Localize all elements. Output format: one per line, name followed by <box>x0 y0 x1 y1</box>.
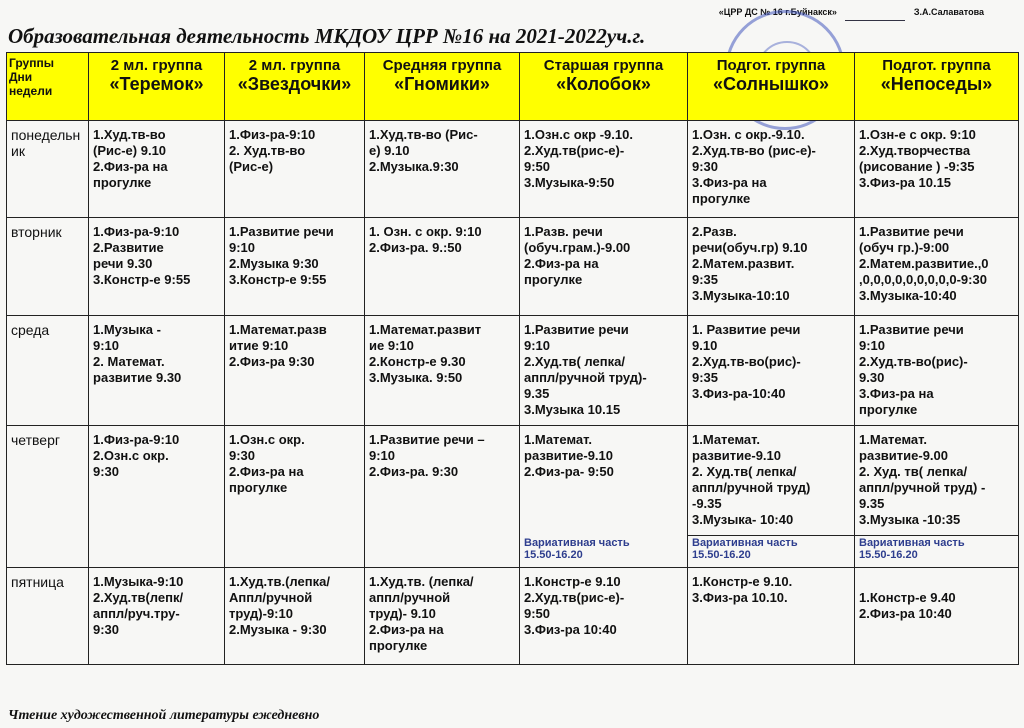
cell-line: 9.35 <box>524 386 550 401</box>
cell-line: 2.Физ-ра на <box>524 256 599 271</box>
cell-line: 2.Худ.тв-во (рис-е)- <box>692 143 816 158</box>
cell-line: 2.Музыка.9:30 <box>369 159 459 174</box>
cell-line: 1.Математ.разв <box>229 322 327 337</box>
cell-line: 9:35 <box>692 272 719 287</box>
cell-line: 3.Музыка-10:40 <box>859 288 957 303</box>
table-row <box>7 218 1019 316</box>
approver-name: З.А.Салаватова <box>913 6 984 17</box>
cell-line: 2.Худ.тв(лепк/ <box>93 590 184 605</box>
cell-line: 2.Матем.развитие.,0 <box>859 256 989 271</box>
group-header: Подгот. группа «Непоседы» <box>855 53 1019 121</box>
cell-line: 9:50 <box>524 606 551 621</box>
schedule-cell <box>225 121 365 218</box>
day-label: понедельник <box>7 121 89 218</box>
cell-line: (Рис-е) 9.10 <box>93 143 167 158</box>
cell-line: 1. Развитие речи <box>692 322 801 337</box>
cell-line: 3.Музыка-9:50 <box>524 175 615 190</box>
cell-line: 1.Математ. <box>692 432 760 447</box>
cell-line: 2.Физ-ра. 9.:50 <box>369 240 462 255</box>
cell-line: 2. Худ.тв( лепка/ <box>692 464 797 479</box>
cell-line: труд)-9:10 <box>229 606 293 621</box>
cell-line: 1.Разв. речи <box>524 224 603 239</box>
cell-line: 2.Физ-ра 10:40 <box>859 606 952 621</box>
cell-line: 3.Музыка- 10:40 <box>692 512 794 527</box>
cell-line: 9.35 <box>859 496 885 511</box>
cell-line: 9:30 <box>93 622 120 637</box>
cell-line: 1.Музыка-9:10 <box>93 574 184 589</box>
schedule-cell <box>89 218 225 316</box>
schedule-cell <box>225 316 365 426</box>
schedule-cell <box>520 316 688 426</box>
cell-line: -9.35 <box>692 496 722 511</box>
cell-line: развитие-9.00 <box>859 448 948 463</box>
cell-line: (рисование ) -9:35 <box>859 159 975 174</box>
cell-line: 2.Матем.развит. <box>692 256 795 271</box>
cell-line: 1.Худ.тв-во (Рис- <box>369 127 478 142</box>
table-row <box>7 316 1019 426</box>
cell-line: 2.Разв. <box>692 224 737 239</box>
schedule-cell <box>89 316 225 426</box>
schedule-cell <box>365 568 520 665</box>
cell-line: 1.Развитие речи – <box>369 432 485 447</box>
schedule-cell <box>520 218 688 316</box>
schedule-cell <box>365 426 520 568</box>
cell-line: (Рис-е) <box>229 159 274 174</box>
day-label: вторник <box>7 218 89 316</box>
header-row <box>7 53 1019 121</box>
schedule-cell <box>89 568 225 665</box>
cell-line: 2.Худ.тв(рис-е)- <box>524 590 625 605</box>
table-row <box>7 426 1019 536</box>
group-header: Подгот. группа «Солнышко» <box>688 53 855 121</box>
cell-line: 1.Озн-е с окр. 9:10 <box>859 127 976 142</box>
cell-line: 3.Музыка. 9:50 <box>369 370 463 385</box>
cell-line: 2.Худ.тв-во(рис)- <box>859 354 968 369</box>
schedule-cell <box>520 426 688 536</box>
cell-line: 3.Физ-ра 10:40 <box>524 622 617 637</box>
cell-line: развитие 9.30 <box>93 370 182 385</box>
schedule-cell <box>365 316 520 426</box>
variative-note: Вариативная часть 15.50-16.20 <box>855 536 1019 568</box>
cell-line: прогулке <box>93 175 152 190</box>
cell-line: речи(обуч.гр) 9.10 <box>692 240 808 255</box>
cell-line: 9:10 <box>859 338 886 353</box>
cell-line: 3.Музыка 10.15 <box>524 402 621 417</box>
schedule-cell <box>855 568 1019 665</box>
group-header: Средняя группа «Гномики» <box>365 53 520 121</box>
corner-header: Группы Дни недели <box>7 53 89 121</box>
day-label: пятница <box>7 568 89 665</box>
footer-note: Чтение художественной литературы ежедневно <box>8 708 320 723</box>
cell-line: прогулке <box>524 272 583 287</box>
cell-line: 2.Физ-ра- 9:50 <box>524 464 614 479</box>
variative-note: Вариативная часть 15.50-16.20 <box>688 536 855 568</box>
page-title: Образовательная деятельность МКДОУ ЦРР №16 на 2021-2022уч.г. <box>8 24 646 48</box>
day-label: среда <box>7 316 89 426</box>
cell-line: 1.Математ. <box>524 432 592 447</box>
cell-line: 3.Физ-ра на <box>859 386 934 401</box>
schedule-cell <box>225 426 365 568</box>
schedule-cell <box>688 426 855 536</box>
cell-line: 3.Констр-е 9:55 <box>93 272 191 287</box>
cell-line: прогулке <box>229 480 288 495</box>
cell-line: 1.Худ.тв-во <box>93 127 166 142</box>
schedule-cell <box>688 568 855 665</box>
cell-line: 2.Музыка - 9:30 <box>229 622 327 637</box>
cell-line: 1.Математ.развит <box>369 322 482 337</box>
cell-line: 3.Физ-ра 10.15 <box>859 175 952 190</box>
day-label: четверг <box>7 426 89 568</box>
cell-line: 3.Физ-ра-10:40 <box>692 386 786 401</box>
cell-line: 2.Музыка 9:30 <box>229 256 319 271</box>
cell-line <box>859 574 1014 590</box>
cell-line: 2. Худ.тв-во <box>229 143 306 158</box>
cell-line: 9.30 <box>859 370 885 385</box>
cell-line: 9:30 <box>93 464 120 479</box>
cell-line: 1.Худ.тв. (лепка/ <box>369 574 474 589</box>
cell-line: 1.Математ. <box>859 432 927 447</box>
cell-line: 2.Физ-ра. 9:30 <box>369 464 459 479</box>
cell-line: 9:50 <box>524 159 551 174</box>
cell-line: аппл/ручной труд)- <box>524 370 647 385</box>
cell-line: 2.Озн.с окр. <box>93 448 169 463</box>
schedule-cell <box>365 121 520 218</box>
cell-line: 3.Физ-ра 10.10. <box>692 590 788 605</box>
cell-line: 2.Худ.тв(рис-е)- <box>524 143 625 158</box>
cell-line: 1.Физ-ра-9:10 <box>93 224 180 239</box>
cell-line: 9:35 <box>692 370 719 385</box>
signature <box>845 4 905 21</box>
cell-line: Аппл/ручной <box>229 590 313 605</box>
cell-line: прогулке <box>692 191 751 206</box>
cell-line: 9:10 <box>93 338 120 353</box>
cell-line: 1.Худ.тв.(лепка/ <box>229 574 330 589</box>
cell-line: речи 9.30 <box>93 256 153 271</box>
cell-line: 9:10 <box>369 448 396 463</box>
variative-note: Вариативная часть 15.50-16.20 <box>520 536 688 568</box>
cell-line: 1. Озн. с окр. 9:10 <box>369 224 482 239</box>
cell-line: 1.Музыка - <box>93 322 161 337</box>
cell-line: 2.Физ-ра на <box>229 464 304 479</box>
cell-line: труд)- 9.10 <box>369 606 436 621</box>
schedule-cell <box>688 218 855 316</box>
cell-line: ,0,0,0,0,0,0,0,0,0-9:30 <box>859 272 987 287</box>
group-header: 2 мл. группа «Звездочки» <box>225 53 365 121</box>
cell-line: аппл/ручной труд) <box>692 480 811 495</box>
schedule-cell <box>855 316 1019 426</box>
cell-line: ие 9:10 <box>369 338 414 353</box>
cell-line: 3.Музыка -10:35 <box>859 512 961 527</box>
table-row <box>7 568 1019 665</box>
cell-line: прогулке <box>859 402 918 417</box>
schedule-cell <box>225 218 365 316</box>
schedule-cell <box>520 568 688 665</box>
cell-line: 2.Худ.тв( лепка/ <box>524 354 625 369</box>
cell-line: 1.Развитие речи <box>859 224 964 239</box>
cell-line: 2.Худ.творчества <box>859 143 971 158</box>
cell-line: аппл/ручной <box>369 590 451 605</box>
cell-line: 1.Развитие речи <box>859 322 964 337</box>
cell-line: (обуч гр.)-9:00 <box>859 240 950 255</box>
cell-line: 1.Физ-ра-9:10 <box>229 127 316 142</box>
cell-line: 9.10 <box>692 338 718 353</box>
cell-line: прогулке <box>369 638 428 653</box>
schedule-cell <box>688 121 855 218</box>
schedule-cell <box>520 121 688 218</box>
cell-line: аппл/ручной труд) - <box>859 480 986 495</box>
cell-line: 9:30 <box>692 159 719 174</box>
cell-line: 2.Худ.тв-во(рис)- <box>692 354 801 369</box>
cell-line: развитие-9.10 <box>524 448 613 463</box>
cell-line: 1.Развитие речи <box>524 322 629 337</box>
cell-line: 3.Физ-ра на <box>692 175 767 190</box>
cell-line: 1.Озн.с окр. <box>229 432 305 447</box>
cell-line: 1.Развитие речи <box>229 224 334 239</box>
schedule-cell <box>89 426 225 568</box>
cell-line: 2. Худ. тв( лепка/ <box>859 464 968 479</box>
cell-line: итие 9:10 <box>229 338 289 353</box>
cell-line: 2.Физ-ра 9:30 <box>229 354 315 369</box>
schedule-cell <box>365 218 520 316</box>
cell-line: 1.Констр-е 9.10. <box>692 574 793 589</box>
cell-line: 2.Констр-е 9.30 <box>369 354 466 369</box>
group-header: Старшая группа «Колобок» <box>520 53 688 121</box>
schedule-cell <box>225 568 365 665</box>
cell-line: 9:10 <box>229 240 256 255</box>
schedule-cell <box>89 121 225 218</box>
cell-line: 3.Музыка-10:10 <box>692 288 790 303</box>
cell-line: 9:10 <box>524 338 551 353</box>
cell-line: аппл/руч.тру- <box>93 606 180 621</box>
cell-line: (обуч.грам.)-9.00 <box>524 240 631 255</box>
approval-org: «ЦРР ДС № 16 г.Буйнакск» <box>718 6 837 17</box>
cell-line: развитие-9.10 <box>692 448 781 463</box>
cell-line: 1.Констр-е 9.10 <box>524 574 621 589</box>
schedule-table <box>6 52 1019 665</box>
cell-line: 1.Озн. с окр.-9.10. <box>692 127 805 142</box>
schedule-cell <box>855 218 1019 316</box>
cell-line: 2.Физ-ра на <box>369 622 444 637</box>
cell-line: 1.Озн.с окр -9.10. <box>524 127 633 142</box>
schedule-cell <box>688 316 855 426</box>
cell-line: 3.Констр-е 9:55 <box>229 272 327 287</box>
cell-line: 1.Констр-е 9.40 <box>859 590 956 605</box>
cell-line: 2.Физ-ра на <box>93 159 168 174</box>
cell-line: е) 9.10 <box>369 143 410 158</box>
schedule-cell <box>855 121 1019 218</box>
schedule-cell <box>855 426 1019 536</box>
cell-line: 2.Развитие <box>93 240 164 255</box>
cell-line: 1.Физ-ра-9:10 <box>93 432 180 447</box>
cell-line: 2. Математ. <box>93 354 165 369</box>
cell-line: 9:30 <box>229 448 256 463</box>
group-header: 2 мл. группа «Теремок» <box>89 53 225 121</box>
table-row <box>7 121 1019 218</box>
